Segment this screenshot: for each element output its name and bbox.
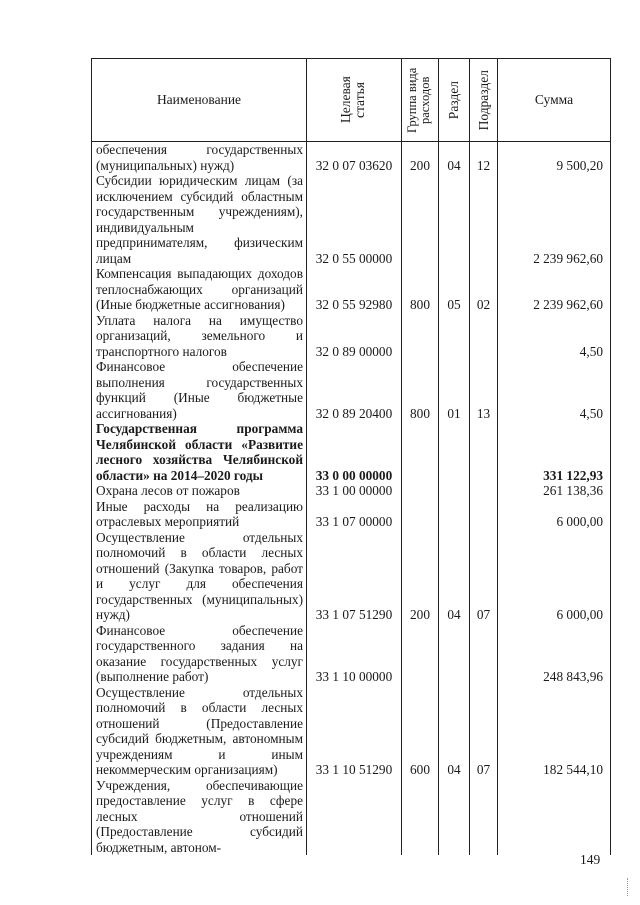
header-target-article	[307, 59, 402, 142]
cell-name: Компенсация выпадающих доходов теплоснабжающих организаций (Иные бюджетные ассигнования)	[92, 266, 307, 313]
cell-expense-group	[402, 421, 439, 483]
cell-section: 04	[439, 685, 470, 778]
cell-name: обеспечения государственных (муниципальных) нужд)	[92, 142, 307, 174]
cell-sum: 261 138,36	[498, 483, 611, 499]
cell-target-article: 32 0 07 03620	[307, 142, 402, 174]
cell-sum: 248 843,96	[498, 623, 611, 685]
header-section-label: Раздел	[446, 80, 461, 120]
cell-subsection	[470, 499, 498, 530]
table-row	[92, 685, 611, 778]
cell-section	[439, 173, 470, 266]
cell-subsection	[470, 483, 498, 499]
cell-expense-group: 800	[402, 359, 439, 421]
cell-expense-group	[402, 173, 439, 266]
cell-expense-group: 600	[402, 685, 439, 778]
cell-subsection	[470, 421, 498, 483]
cell-section	[439, 778, 470, 856]
cell-subsection	[470, 623, 498, 685]
table-row	[92, 313, 611, 360]
header-expense-group	[402, 59, 439, 142]
cell-subsection: 07	[470, 685, 498, 778]
cell-sum	[498, 778, 611, 856]
header-sum: Сумма	[498, 59, 611, 142]
cell-sum: 6 000,00	[498, 530, 611, 623]
cell-expense-group: 800	[402, 266, 439, 313]
cell-target-article: 33 1 00 00000	[307, 483, 402, 499]
page-number: 149	[580, 852, 601, 867]
cell-subsection	[470, 313, 498, 360]
cell-sum: 4,50	[498, 359, 611, 421]
cell-sum: 182 544,10	[498, 685, 611, 778]
budget-table	[91, 58, 611, 855]
cell-subsection	[470, 778, 498, 856]
header-subsection-label: Подраздел	[475, 69, 491, 131]
cell-target-article: 33 1 10 51290	[307, 685, 402, 778]
table-header-row	[92, 59, 611, 142]
cell-name: Финансовое обеспечение выполнения государственных функций (Иные бюджетные ассигнования)	[92, 359, 307, 421]
cell-expense-group: 200	[402, 530, 439, 623]
cell-sum: 2 239 962,60	[498, 266, 611, 313]
table-row	[92, 499, 611, 530]
cell-target-article: 32 0 89 20400	[307, 359, 402, 421]
cell-name: Осуществление отдельных полномочий в области лесных отношений (Закупка товаров, работ и услуг для обеспечения государственных (муниципальных) нужд)	[92, 530, 307, 623]
scan-edge-mark	[627, 878, 629, 896]
cell-expense-group	[402, 313, 439, 360]
cell-expense-group	[402, 499, 439, 530]
cell-expense-group	[402, 623, 439, 685]
cell-name: Уплата налога на имущество организаций, земельного и транспортного налогов	[92, 313, 307, 360]
table-row	[92, 421, 611, 483]
cell-sum: 9 500,20	[498, 142, 611, 174]
cell-name: Охрана лесов от пожаров	[92, 483, 307, 499]
table-row	[92, 778, 611, 856]
cell-target-article: 32 0 89 00000	[307, 313, 402, 360]
cell-section: 01	[439, 359, 470, 421]
table-row	[92, 142, 611, 174]
cell-sum: 331 122,93	[498, 421, 611, 483]
cell-section: 04	[439, 142, 470, 174]
cell-subsection: 12	[470, 142, 498, 174]
cell-expense-group	[402, 778, 439, 856]
cell-target-article: 33 0 00 00000	[307, 421, 402, 483]
table-row	[92, 359, 611, 421]
cell-name: Осуществление отдельных полномочий в области лесных отношений (Предоставление субсидий бюджетным, автономным учреждениям и иным некоммерческим организациям)	[92, 685, 307, 778]
table-row	[92, 266, 611, 313]
cell-section	[439, 421, 470, 483]
cell-section	[439, 499, 470, 530]
cell-subsection: 07	[470, 530, 498, 623]
cell-expense-group: 200	[402, 142, 439, 174]
header-name: Наименование	[92, 59, 307, 142]
cell-subsection: 02	[470, 266, 498, 313]
cell-target-article: 33 1 07 00000	[307, 499, 402, 530]
table-row	[92, 173, 611, 266]
cell-name: Государственная программа Челябинской области «Развитие лесного хозяйства Челябинской области» на 2014–2020 годы	[92, 421, 307, 483]
cell-section	[439, 623, 470, 685]
cell-section	[439, 313, 470, 360]
cell-sum: 4,50	[498, 313, 611, 360]
cell-target-article: 33 1 07 51290	[307, 530, 402, 623]
cell-name: Учреждения, обеспечивающие предоставление услуг в сфере лесных отношений (Предоставление субсидий бюджетным, автоном-	[92, 778, 307, 856]
header-target-article-label: Целевая статья	[338, 76, 367, 124]
cell-target-article: 32 0 55 92980	[307, 266, 402, 313]
cell-section: 04	[439, 530, 470, 623]
header-section	[439, 59, 470, 142]
table-row	[92, 483, 611, 499]
cell-target-article: 33 1 10 00000	[307, 623, 402, 685]
cell-target-article	[307, 778, 402, 856]
header-expense-group-label: Группа вида расходов	[405, 67, 432, 133]
cell-subsection	[470, 173, 498, 266]
cell-name: Субсидии юридическим лицам (за исключением субсидий областным государственным учреждениям), индивидуальным предпринимателям, физическим лицам	[92, 173, 307, 266]
header-subsection	[470, 59, 498, 142]
table-row	[92, 530, 611, 623]
cell-target-article: 32 0 55 00000	[307, 173, 402, 266]
table-row	[92, 623, 611, 685]
cell-subsection: 13	[470, 359, 498, 421]
cell-sum: 6 000,00	[498, 499, 611, 530]
cell-section: 05	[439, 266, 470, 313]
cell-expense-group	[402, 483, 439, 499]
cell-name: Финансовое обеспечение государственного задания на оказание государственных услуг (выполнение работ)	[92, 623, 307, 685]
cell-sum: 2 239 962,60	[498, 173, 611, 266]
cell-section	[439, 483, 470, 499]
cell-name: Иные расходы на реализацию отраслевых мероприятий	[92, 499, 307, 530]
